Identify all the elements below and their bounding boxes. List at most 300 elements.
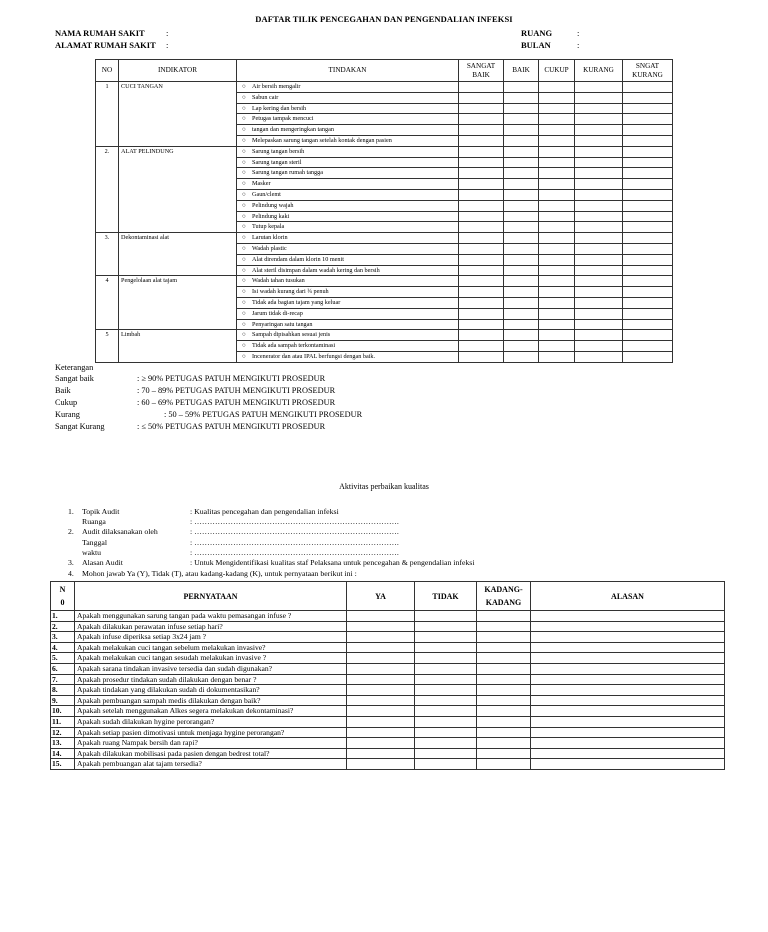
akt-label: Ruanga [82,517,106,526]
question-number: 15. [51,759,75,770]
action-text: Masker [252,180,271,188]
tidak-cell[interactable] [415,663,477,674]
rating-cell[interactable] [623,211,673,222]
action-cell [237,254,459,265]
action-cell [237,114,459,125]
nama-rs-colon: : [166,28,169,38]
action-text: tangan dan mengeringkan tangan [252,126,334,134]
rating-cell[interactable] [539,276,575,287]
ket-label: Baik [55,386,71,395]
rating-cell[interactable] [623,276,673,287]
alasan-cell[interactable] [531,642,725,653]
action-text: Petugas tampak mencuci [252,115,314,123]
action-text: Sabun cair [252,93,279,101]
akt-num: 1. [68,507,74,516]
akt-label: Topik Audit [82,507,120,516]
question-number: 14. [51,748,75,759]
rating-cell[interactable] [459,243,504,254]
rating-cell[interactable] [504,157,539,168]
action-text: Gaun/clemt [252,190,281,198]
rating-cell[interactable] [575,82,623,93]
ket-label: Kurang [55,410,80,419]
action-text: Larutan klorin [252,234,288,242]
action-cell [237,222,459,233]
ya-cell[interactable] [347,632,415,643]
circle-bullet-icon: ○ [242,288,246,296]
rating-cell[interactable] [459,125,504,136]
akt-num: 4. [68,569,74,578]
rating-cell[interactable] [539,341,575,352]
alasan-cell[interactable] [531,685,725,696]
rating-cell[interactable] [539,146,575,157]
rating-cell[interactable] [504,330,539,341]
circle-bullet-icon: ○ [242,190,246,198]
kadang-cell[interactable] [477,621,531,632]
question-row [51,706,725,717]
action-cell [237,330,459,341]
rating-cell[interactable] [504,297,539,308]
rating-cell[interactable] [459,319,504,330]
rating-cell[interactable] [504,200,539,211]
rating-cell[interactable] [504,125,539,136]
question-text: Apakah ruang Nampak bersih dan rapi? [75,738,347,749]
rating-cell[interactable] [575,189,623,200]
alamat-rs-colon: : [166,40,169,50]
rating-cell[interactable] [539,308,575,319]
rating-cell[interactable] [459,189,504,200]
rating-cell[interactable] [539,265,575,276]
action-cell [237,146,459,157]
rating-cell[interactable] [504,243,539,254]
rating-cell[interactable] [504,319,539,330]
rating-cell[interactable] [539,189,575,200]
akt-label: waktu [82,548,102,557]
question-number: 13. [51,738,75,749]
rating-cell[interactable] [575,168,623,179]
rating-cell[interactable] [459,200,504,211]
header-no [51,582,75,611]
tidak-cell[interactable] [415,759,477,770]
rating-cell[interactable] [575,233,623,244]
kadang-cell[interactable] [477,611,531,622]
alasan-cell[interactable] [531,738,725,749]
rating-cell[interactable] [539,114,575,125]
header-no-line1: N [59,585,66,594]
circle-bullet-icon: ○ [242,169,246,177]
rating-cell[interactable] [539,135,575,146]
action-text: Penyaringan satu tangan [252,320,313,328]
tidak-cell[interactable] [415,748,477,759]
indicator-name: Pengelolaan alat tajam [119,276,237,330]
question-text: Apakah dilakukan perawatan infuse setiap hari? [75,621,347,632]
circle-bullet-icon: ○ [242,83,246,90]
rating-cell[interactable] [623,341,673,352]
tidak-cell[interactable] [415,685,477,696]
rating-cell[interactable] [539,297,575,308]
kadang-cell[interactable] [477,632,531,643]
question-text: Apakah setiap pasien dimotivasi untuk menjaga hygine perorangan? [75,727,347,738]
circle-bullet-icon: ○ [242,342,246,350]
rating-cell[interactable] [459,254,504,265]
ya-cell[interactable] [347,727,415,738]
alasan-cell[interactable] [531,663,725,674]
question-text: Apakah setelah menggunakan Alkes segera melakukan dekontaminasi? [75,706,347,717]
ya-cell[interactable] [347,759,415,770]
ya-cell[interactable] [347,611,415,622]
kadang-cell[interactable] [477,716,531,727]
action-cell [237,103,459,114]
header-cukup: CUKUP [539,60,575,82]
header-tindakan: TINDAKAN [237,60,459,82]
question-row [51,674,725,685]
rating-cell[interactable] [459,276,504,287]
ya-cell[interactable] [347,748,415,759]
circle-bullet-icon: ○ [242,180,246,188]
ya-cell[interactable] [347,738,415,749]
rating-cell[interactable] [504,179,539,190]
rating-cell[interactable] [459,82,504,93]
rating-cell[interactable] [623,222,673,233]
alasan-cell[interactable] [531,653,725,664]
rating-cell[interactable] [539,243,575,254]
checklist-table [95,59,673,363]
rating-cell[interactable] [623,92,673,103]
rating-cell[interactable] [623,351,673,362]
alasan-cell[interactable] [531,759,725,770]
header-pernyataan: PERNYATAAN [75,582,347,611]
indicator-number: 2. [96,146,119,232]
action-text: Melepaskan sarung tangan setelah kontak dengan pasien [252,136,392,144]
alasan-cell[interactable] [531,611,725,622]
rating-cell[interactable] [459,146,504,157]
rating-cell[interactable] [459,351,504,362]
tidak-cell[interactable] [415,738,477,749]
rating-cell[interactable] [504,211,539,222]
rating-cell[interactable] [539,200,575,211]
header-no: NO [96,60,119,82]
rating-cell[interactable] [623,243,673,254]
rating-cell[interactable] [623,189,673,200]
alasan-cell[interactable] [531,716,725,727]
ya-cell[interactable] [347,706,415,717]
kadang-cell[interactable] [477,706,531,717]
rating-cell[interactable] [459,330,504,341]
rating-cell[interactable] [575,254,623,265]
question-text: Apakah menggunakan sarung tangan pada waktu pemasangan infuse ? [75,611,347,622]
rating-cell[interactable] [504,351,539,362]
rating-cell[interactable] [504,135,539,146]
rating-cell[interactable] [623,200,673,211]
rating-cell[interactable] [575,297,623,308]
circle-bullet-icon: ○ [242,136,246,144]
circle-bullet-icon: ○ [242,244,246,252]
rating-cell[interactable] [575,330,623,341]
akt-value: : Kualitas pencegahan dan pengendalian infeksi [190,507,339,516]
action-cell [237,287,459,298]
action-cell [237,179,459,190]
rating-cell[interactable] [575,276,623,287]
rating-cell[interactable] [459,308,504,319]
rating-cell[interactable] [504,308,539,319]
question-text: Apakah pembuangan alat tajam tersedia? [75,759,347,770]
circle-bullet-icon: ○ [242,234,246,242]
rating-cell[interactable] [575,135,623,146]
akt-value: : ……………………………………………………………………. [190,527,399,536]
rating-cell[interactable] [575,146,623,157]
rating-cell[interactable] [504,287,539,298]
tidak-cell[interactable] [415,706,477,717]
rating-cell[interactable] [504,341,539,352]
rating-cell[interactable] [575,265,623,276]
rating-cell[interactable] [539,330,575,341]
kadang-cell[interactable] [477,674,531,685]
action-cell [237,233,459,244]
indicator-number: 5 [96,330,119,362]
action-text: Air bersih mengalir [252,83,301,90]
rating-cell[interactable] [575,308,623,319]
rating-cell[interactable] [623,146,673,157]
kadang-cell[interactable] [477,663,531,674]
rating-cell[interactable] [575,287,623,298]
rating-cell[interactable] [575,92,623,103]
rating-cell[interactable] [575,114,623,125]
circle-bullet-icon: ○ [242,277,246,285]
action-text: Isi wadah kurang dari ¾ penuh [252,288,329,296]
rating-cell[interactable] [575,179,623,190]
rating-cell[interactable] [459,168,504,179]
header-sngat-kurang: SNGAT KURANG [623,60,673,82]
rating-cell[interactable] [504,254,539,265]
rating-cell[interactable] [623,157,673,168]
rating-cell[interactable] [575,341,623,352]
rating-cell[interactable] [539,179,575,190]
rating-cell[interactable] [459,233,504,244]
alasan-cell[interactable] [531,695,725,706]
alasan-cell[interactable] [531,632,725,643]
tidak-cell[interactable] [415,674,477,685]
question-text: Apakah melakukan cuci tangan sesudah melakukan invasive ? [75,653,347,664]
keterangan-label: Keterangan [55,363,94,372]
question-text: Apakah sarana tindakan invasive tersedia dan sudah digunakan? [75,663,347,674]
kadang-cell[interactable] [477,685,531,696]
alamat-rs-label: ALAMAT RUMAH SAKIT [55,40,156,50]
indicator-name: CUCI TANGAN [119,82,237,147]
rating-cell[interactable] [575,319,623,330]
rating-cell[interactable] [623,179,673,190]
action-text: Sarung tangan bersih [252,147,305,155]
kadang-cell[interactable] [477,738,531,749]
circle-bullet-icon: ○ [242,93,246,101]
rating-cell[interactable] [623,135,673,146]
rating-cell[interactable] [459,135,504,146]
rating-cell[interactable] [623,114,673,125]
question-number: 4. [51,642,75,653]
action-text: Alat direndam dalam klorin 10 menit [252,255,344,263]
alasan-cell[interactable] [531,621,725,632]
rating-cell[interactable] [539,287,575,298]
ya-cell[interactable] [347,642,415,653]
rating-cell[interactable] [623,125,673,136]
rating-cell[interactable] [504,233,539,244]
kadang-cell[interactable] [477,695,531,706]
header-indikator: INDIKATOR [119,60,237,82]
bulan-label: BULAN [521,40,551,50]
kadang-cell[interactable] [477,748,531,759]
akt-value: : ……………………………………………………………………. [190,548,399,557]
tidak-cell[interactable] [415,611,477,622]
ya-cell[interactable] [347,695,415,706]
tidak-cell[interactable] [415,695,477,706]
kadang-cell[interactable] [477,759,531,770]
question-number: 6. [51,663,75,674]
rating-cell[interactable] [504,114,539,125]
kadang-cell[interactable] [477,642,531,653]
question-text: Apakah pembuangan sampah medis dilakukan dengan baik? [75,695,347,706]
circle-bullet-icon: ○ [242,201,246,209]
question-row [51,738,725,749]
action-cell [237,276,459,287]
akt-value: : Untuk Mengidentifikasi kualitas staf Pelaksana untuk pencegahan & pengendalian infeksi [190,558,475,567]
rating-cell[interactable] [459,92,504,103]
rating-cell[interactable] [459,265,504,276]
action-cell [237,82,459,93]
action-text: Lap kering dan bersih [252,104,307,112]
rating-cell[interactable] [504,103,539,114]
alasan-cell[interactable] [531,706,725,717]
rating-cell[interactable] [623,297,673,308]
question-row [51,685,725,696]
rating-cell[interactable] [539,125,575,136]
circle-bullet-icon: ○ [242,309,246,317]
rating-cell[interactable] [623,254,673,265]
rating-cell[interactable] [539,103,575,114]
rating-cell[interactable] [504,222,539,233]
ya-cell[interactable] [347,621,415,632]
question-row [51,621,725,632]
akt-label: Mohon jawab Ya (Y), Tidak (T), atau kadang-kadang (K), untuk pernyataan berikut ini : [82,569,357,578]
tidak-cell[interactable] [415,621,477,632]
rating-cell[interactable] [459,179,504,190]
rating-cell[interactable] [539,211,575,222]
alasan-cell[interactable] [531,727,725,738]
rating-cell[interactable] [504,168,539,179]
rating-cell[interactable] [623,168,673,179]
question-number: 8. [51,685,75,696]
rating-cell[interactable] [623,103,673,114]
rating-cell[interactable] [575,125,623,136]
circle-bullet-icon: ○ [242,320,246,328]
action-text: Sarung tangan rumah tangga [252,169,323,177]
rating-cell[interactable] [504,82,539,93]
questionnaire-table [50,581,725,770]
rating-cell[interactable] [539,92,575,103]
question-row [51,611,725,622]
akt-label: Audit dilaksanakan oleh [82,527,158,536]
rating-cell[interactable] [539,319,575,330]
rating-cell[interactable] [623,287,673,298]
alasan-cell[interactable] [531,674,725,685]
rating-cell[interactable] [623,82,673,93]
rating-cell[interactable] [539,157,575,168]
rating-cell[interactable] [539,233,575,244]
tidak-cell[interactable] [415,727,477,738]
rating-cell[interactable] [623,265,673,276]
circle-bullet-icon: ○ [242,255,246,263]
question-row [51,695,725,706]
rating-cell[interactable] [539,82,575,93]
rating-cell[interactable] [575,243,623,254]
rating-cell[interactable] [575,157,623,168]
tidak-cell[interactable] [415,642,477,653]
rating-cell[interactable] [623,330,673,341]
rating-cell[interactable] [459,287,504,298]
action-text: Tidak ada bagian tajam yang keluar [252,298,341,306]
action-cell [237,135,459,146]
tidak-cell[interactable] [415,716,477,727]
rating-cell[interactable] [575,103,623,114]
ya-cell[interactable] [347,653,415,664]
rating-cell[interactable] [539,254,575,265]
action-cell [237,211,459,222]
rating-cell[interactable] [575,222,623,233]
ruang-label: RUANG [521,28,553,38]
ya-cell[interactable] [347,685,415,696]
rating-cell[interactable] [575,200,623,211]
rating-cell[interactable] [459,222,504,233]
kadang-cell[interactable] [477,653,531,664]
checklist-row [96,330,673,341]
kadang-cell[interactable] [477,727,531,738]
rating-cell[interactable] [575,211,623,222]
rating-cell[interactable] [459,341,504,352]
alasan-cell[interactable] [531,748,725,759]
rating-cell[interactable] [623,233,673,244]
rating-cell[interactable] [459,211,504,222]
ket-label: Sangat Kurang [55,422,105,431]
tidak-cell[interactable] [415,632,477,643]
rating-cell[interactable] [504,146,539,157]
rating-cell[interactable] [623,319,673,330]
rating-cell[interactable] [504,92,539,103]
circle-bullet-icon: ○ [242,223,246,231]
rating-cell[interactable] [459,297,504,308]
circle-bullet-icon: ○ [242,147,246,155]
rating-cell[interactable] [539,168,575,179]
action-text: Wadah plastic [252,244,287,252]
ya-cell[interactable] [347,716,415,727]
ya-cell[interactable] [347,674,415,685]
header-alasan: ALASAN [531,582,725,611]
ya-cell[interactable] [347,663,415,674]
rating-cell[interactable] [504,189,539,200]
rating-cell[interactable] [459,114,504,125]
rating-cell[interactable] [623,308,673,319]
rating-cell[interactable] [459,103,504,114]
rating-cell[interactable] [539,222,575,233]
action-cell [237,341,459,352]
rating-cell[interactable] [504,265,539,276]
rating-cell[interactable] [459,157,504,168]
ket-value: : 70 – 89% PETUGAS PATUH MENGIKUTI PROSEDUR [137,386,336,395]
action-cell [237,92,459,103]
rating-cell[interactable] [504,276,539,287]
rating-cell[interactable] [539,351,575,362]
tidak-cell[interactable] [415,653,477,664]
rating-cell[interactable] [575,351,623,362]
question-number: 7. [51,674,75,685]
question-row [51,632,725,643]
header-no-line2: 0 [60,598,65,607]
